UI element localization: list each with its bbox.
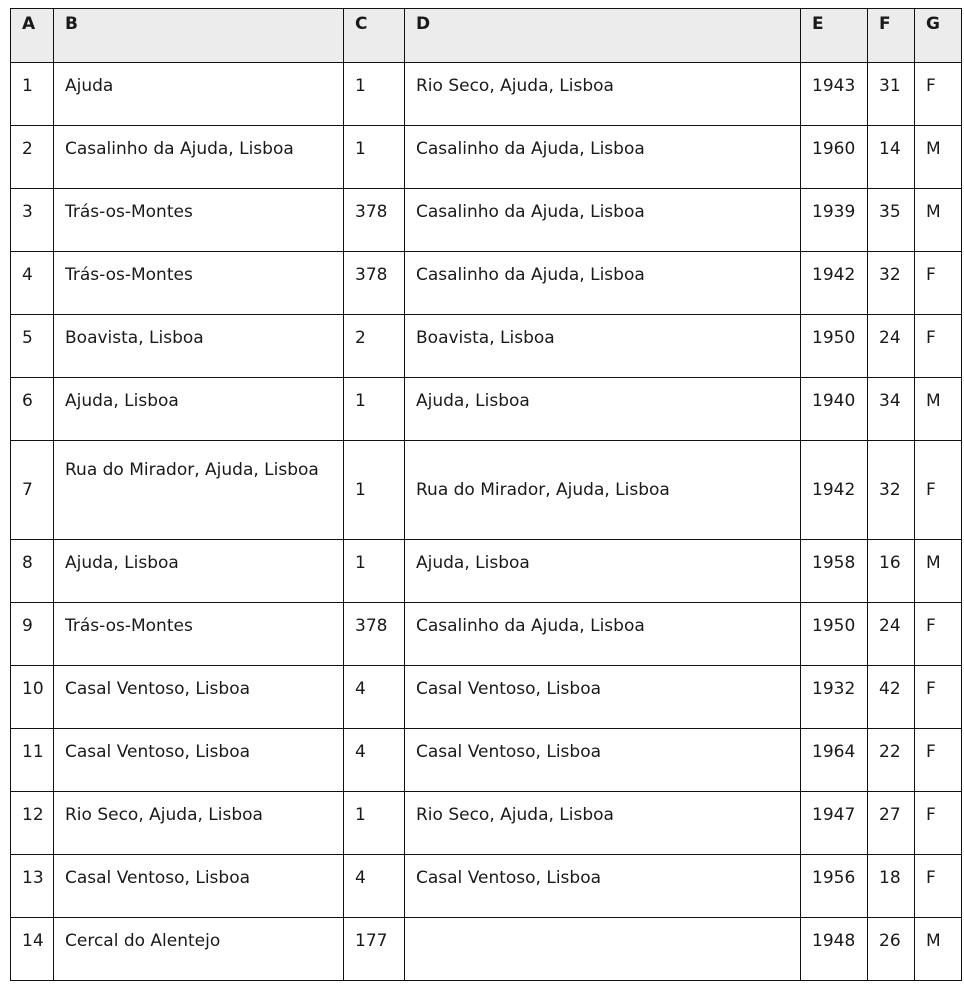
cell-e: 1956: [801, 855, 868, 918]
table-row: [11, 63, 962, 126]
cell-f: 31: [868, 63, 915, 126]
cell-d: Casalinho da Ajuda, Lisboa: [405, 126, 801, 189]
cell-d: Casalinho da Ajuda, Lisboa: [405, 252, 801, 315]
table-row: [11, 918, 962, 981]
cell-d: Ajuda, Lisboa: [405, 540, 801, 603]
cell-a: 10: [11, 666, 54, 729]
cell-f: 42: [868, 666, 915, 729]
cell-g: F: [915, 855, 962, 918]
cell-c: 1: [344, 441, 405, 540]
header-cell-b: B: [54, 9, 344, 63]
cell-f: 24: [868, 603, 915, 666]
header-cell-c: C: [344, 9, 405, 63]
cell-a: 12: [11, 792, 54, 855]
table-row: [11, 666, 962, 729]
cell-b: Rio Seco, Ajuda, Lisboa: [54, 792, 344, 855]
cell-e: 1950: [801, 603, 868, 666]
cell-b: Casal Ventoso, Lisboa: [54, 666, 344, 729]
table-row: [11, 441, 962, 540]
cell-c: 1: [344, 792, 405, 855]
cell-b: Trás-os-Montes: [54, 252, 344, 315]
cell-b: Ajuda: [54, 63, 344, 126]
cell-g: M: [915, 378, 962, 441]
cell-c: 1: [344, 63, 405, 126]
cell-g: M: [915, 126, 962, 189]
cell-d: Casal Ventoso, Lisboa: [405, 855, 801, 918]
cell-f: 32: [868, 252, 915, 315]
cell-a: 9: [11, 603, 54, 666]
cell-d: Casalinho da Ajuda, Lisboa: [405, 603, 801, 666]
cell-c: 177: [344, 918, 405, 981]
cell-c: 378: [344, 252, 405, 315]
cell-d: Rua do Mirador, Ajuda, Lisboa: [405, 441, 801, 540]
cell-e: 1942: [801, 441, 868, 540]
cell-b: Rua do Mirador, Ajuda, Lisboa: [54, 441, 344, 540]
cell-b: Boavista, Lisboa: [54, 315, 344, 378]
table-row: [11, 315, 962, 378]
cell-g: F: [915, 666, 962, 729]
cell-d: Ajuda, Lisboa: [405, 378, 801, 441]
cell-f: 34: [868, 378, 915, 441]
cell-g: F: [915, 792, 962, 855]
cell-b: Ajuda, Lisboa: [54, 378, 344, 441]
cell-a: 6: [11, 378, 54, 441]
cell-d: Rio Seco, Ajuda, Lisboa: [405, 63, 801, 126]
cell-b: Trás-os-Montes: [54, 189, 344, 252]
cell-f: 16: [868, 540, 915, 603]
cell-a: 13: [11, 855, 54, 918]
table-row: [11, 792, 962, 855]
cell-e: 1939: [801, 189, 868, 252]
cell-d: Rio Seco, Ajuda, Lisboa: [405, 792, 801, 855]
header-row: [11, 9, 962, 63]
cell-d: [405, 918, 801, 981]
cell-a: 14: [11, 918, 54, 981]
cell-g: M: [915, 918, 962, 981]
header-cell-a: A: [11, 9, 54, 63]
cell-e: 1947: [801, 792, 868, 855]
cell-e: 1948: [801, 918, 868, 981]
cell-d: Casalinho da Ajuda, Lisboa: [405, 189, 801, 252]
cell-e: 1960: [801, 126, 868, 189]
cell-a: 5: [11, 315, 54, 378]
cell-g: F: [915, 63, 962, 126]
cell-c: 378: [344, 189, 405, 252]
cell-c: 1: [344, 378, 405, 441]
cell-f: 18: [868, 855, 915, 918]
cell-f: 24: [868, 315, 915, 378]
cell-g: F: [915, 729, 962, 792]
table-row: [11, 729, 962, 792]
cell-f: 22: [868, 729, 915, 792]
cell-c: 4: [344, 666, 405, 729]
cell-b: Ajuda, Lisboa: [54, 540, 344, 603]
cell-f: 35: [868, 189, 915, 252]
cell-c: 378: [344, 603, 405, 666]
cell-c: 4: [344, 729, 405, 792]
cell-e: 1940: [801, 378, 868, 441]
cell-b: Trás-os-Montes: [54, 603, 344, 666]
cell-f: 26: [868, 918, 915, 981]
cell-a: 7: [11, 441, 54, 540]
cell-c: 4: [344, 855, 405, 918]
cell-a: 1: [11, 63, 54, 126]
cell-a: 3: [11, 189, 54, 252]
cell-g: F: [915, 603, 962, 666]
table-row: [11, 855, 962, 918]
cell-d: Casal Ventoso, Lisboa: [405, 729, 801, 792]
cell-e: 1950: [801, 315, 868, 378]
header-cell-g: G: [915, 9, 962, 63]
cell-a: 2: [11, 126, 54, 189]
cell-d: Casal Ventoso, Lisboa: [405, 666, 801, 729]
table-row: [11, 189, 962, 252]
table-row: [11, 603, 962, 666]
cell-g: M: [915, 189, 962, 252]
table-row: [11, 378, 962, 441]
cell-c: 2: [344, 315, 405, 378]
cell-c: 1: [344, 540, 405, 603]
cell-f: 14: [868, 126, 915, 189]
cell-a: 8: [11, 540, 54, 603]
cell-d: Boavista, Lisboa: [405, 315, 801, 378]
table-row: [11, 540, 962, 603]
cell-g: M: [915, 540, 962, 603]
cell-b: Casal Ventoso, Lisboa: [54, 855, 344, 918]
cell-b: Casalinho da Ajuda, Lisboa: [54, 126, 344, 189]
cell-e: 1943: [801, 63, 868, 126]
cell-b: Casal Ventoso, Lisboa: [54, 729, 344, 792]
cell-f: 32: [868, 441, 915, 540]
header-cell-e: E: [801, 9, 868, 63]
cell-a: 11: [11, 729, 54, 792]
cell-e: 1964: [801, 729, 868, 792]
cell-g: F: [915, 315, 962, 378]
cell-a: 4: [11, 252, 54, 315]
cell-c: 1: [344, 126, 405, 189]
table-row: [11, 126, 962, 189]
table-row: [11, 252, 962, 315]
data-table: [10, 8, 962, 981]
cell-f: 27: [868, 792, 915, 855]
cell-e: 1942: [801, 252, 868, 315]
cell-e: 1932: [801, 666, 868, 729]
cell-e: 1958: [801, 540, 868, 603]
header-cell-d: D: [405, 9, 801, 63]
cell-b: Cercal do Alentejo: [54, 918, 344, 981]
header-cell-f: F: [868, 9, 915, 63]
cell-g: F: [915, 441, 962, 540]
cell-g: F: [915, 252, 962, 315]
